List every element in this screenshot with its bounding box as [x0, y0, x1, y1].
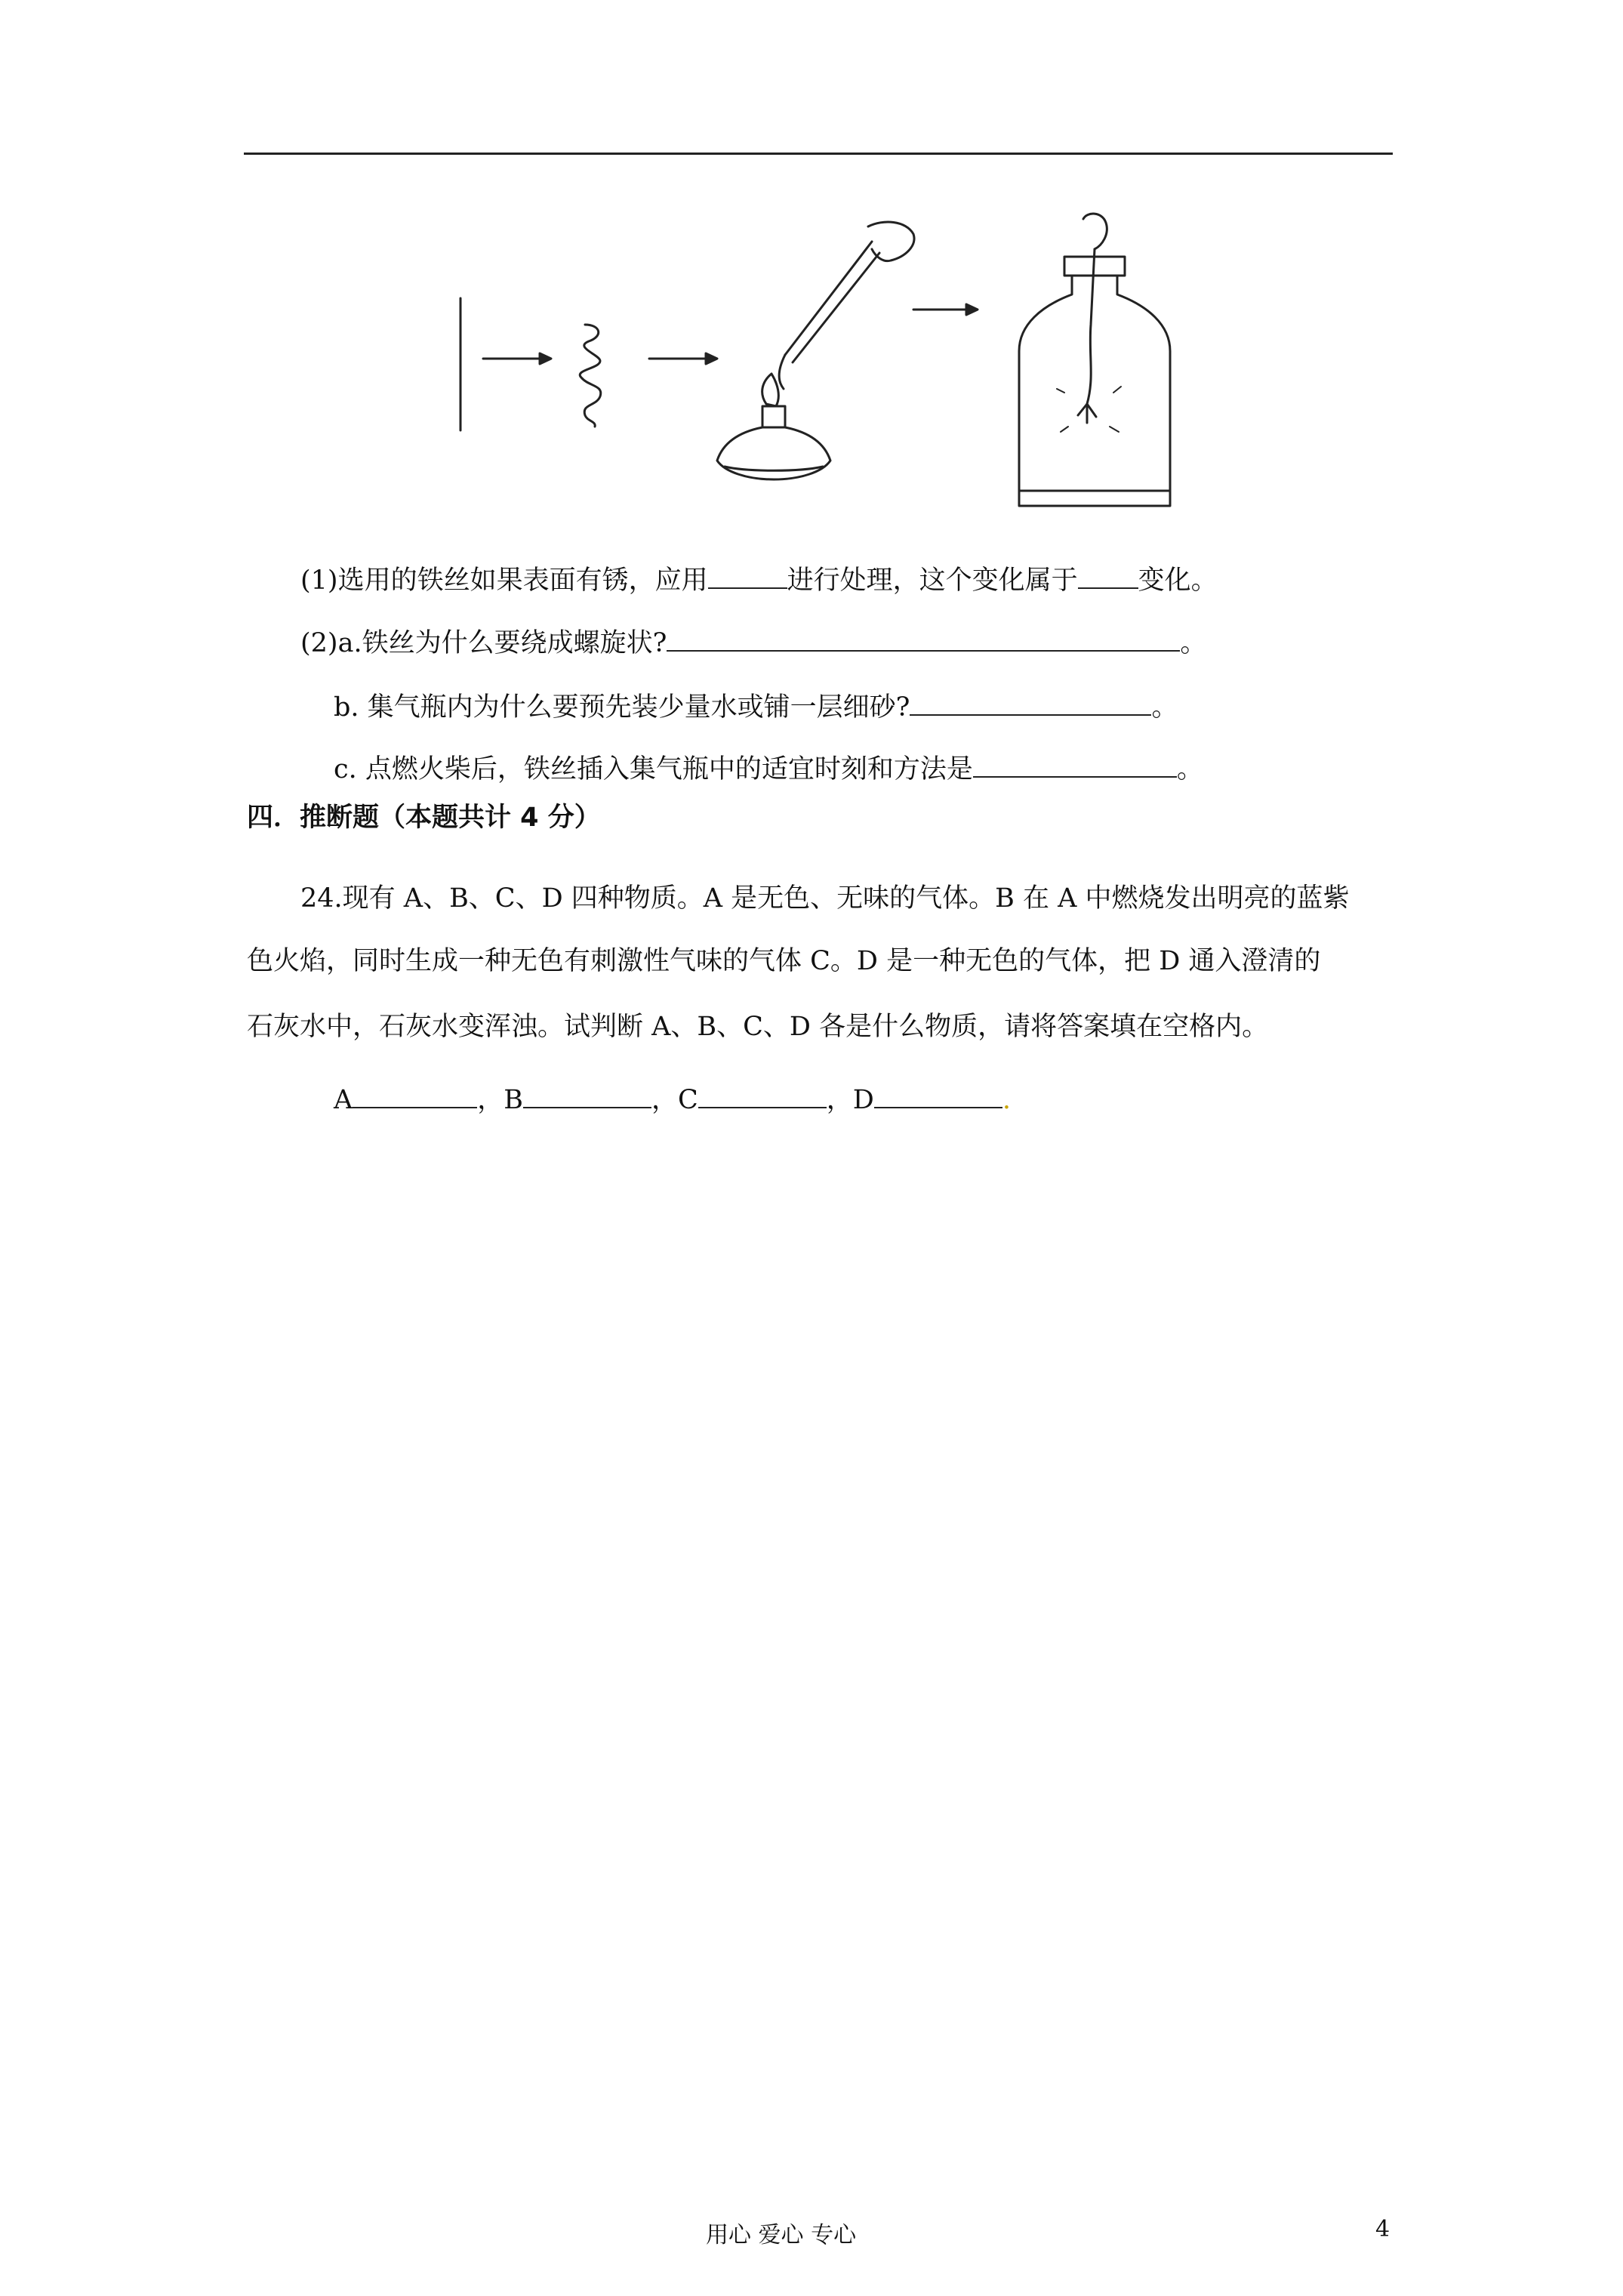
question-23-part-2a — [300, 621, 1206, 662]
blank-rust-treatment[interactable] — [708, 559, 787, 589]
page-number: 4 — [1375, 2216, 1390, 2242]
answer-label-d: ，D — [826, 1085, 874, 1115]
header-rule — [244, 153, 1393, 155]
q23-p1-text-b: 进行处理，这个变化属于 — [787, 566, 1078, 596]
answer-blank-c[interactable] — [698, 1078, 827, 1108]
answer-blank-d[interactable] — [874, 1078, 1002, 1108]
blank-change-type[interactable] — [1078, 559, 1138, 589]
iron-wire-combustion-figure — [445, 211, 1313, 529]
question-24-line-2: 色火焰，同时生成一种无色有刺激性气味的气体 C。D 是一种无色的气体，把 D 通入澄清的 — [247, 946, 1321, 976]
q23-p2c-text-b: 。 — [1176, 754, 1203, 784]
q23-p1-text-c: 变化。 — [1138, 566, 1218, 596]
section-4-title: 四．推断题（本题共计 4 分） — [247, 803, 601, 833]
q23-p1-text-a: (1)选用的铁丝如果表面有锈，应用 — [300, 566, 708, 596]
question-23-part-2b — [334, 686, 1178, 726]
question-24-answers — [334, 1078, 1011, 1119]
q23-p2c-text-a: c. 点燃火柴后，铁丝插入集气瓶中的适宜时刻和方法是 — [334, 754, 973, 784]
q23-p2a-text-b: 。 — [1180, 628, 1207, 658]
blank-spiral-reason[interactable] — [667, 621, 1180, 652]
q23-p2a-text-a: (2)a.铁丝为什么要绕成螺旋状? — [300, 628, 667, 658]
question-23-part-1 — [300, 559, 1218, 599]
question-24-line-1: 24.现有 A、B、C、D 四种物质。A 是无色、无味的气体。B 在 A 中燃烧发出明亮的蓝紫 — [300, 883, 1350, 914]
question-23-part-2c — [334, 747, 1203, 788]
q23-p2b-text-a: b. 集气瓶内为什么要预先装少量水或铺一层细砂? — [334, 692, 910, 723]
answer-end-mark: . — [1002, 1085, 1011, 1115]
question-24-line-3: 石灰水中，石灰水变浑浊。试判断 A、B、C、D 各是什么物质，请将答案填在空格内。 — [247, 1012, 1269, 1042]
q23-p2b-text-b: 。 — [1151, 692, 1178, 723]
answer-label-c: ，C — [651, 1085, 698, 1115]
answer-blank-a[interactable] — [353, 1078, 477, 1108]
answer-blank-b[interactable] — [523, 1078, 651, 1108]
blank-insert-method[interactable] — [973, 747, 1177, 778]
answer-label-b: ，B — [477, 1085, 524, 1115]
footer-motto: 用心 爱心 专心 — [706, 2222, 857, 2248]
answer-label-a: A — [334, 1085, 353, 1115]
blank-water-sand-reason[interactable] — [910, 686, 1151, 716]
